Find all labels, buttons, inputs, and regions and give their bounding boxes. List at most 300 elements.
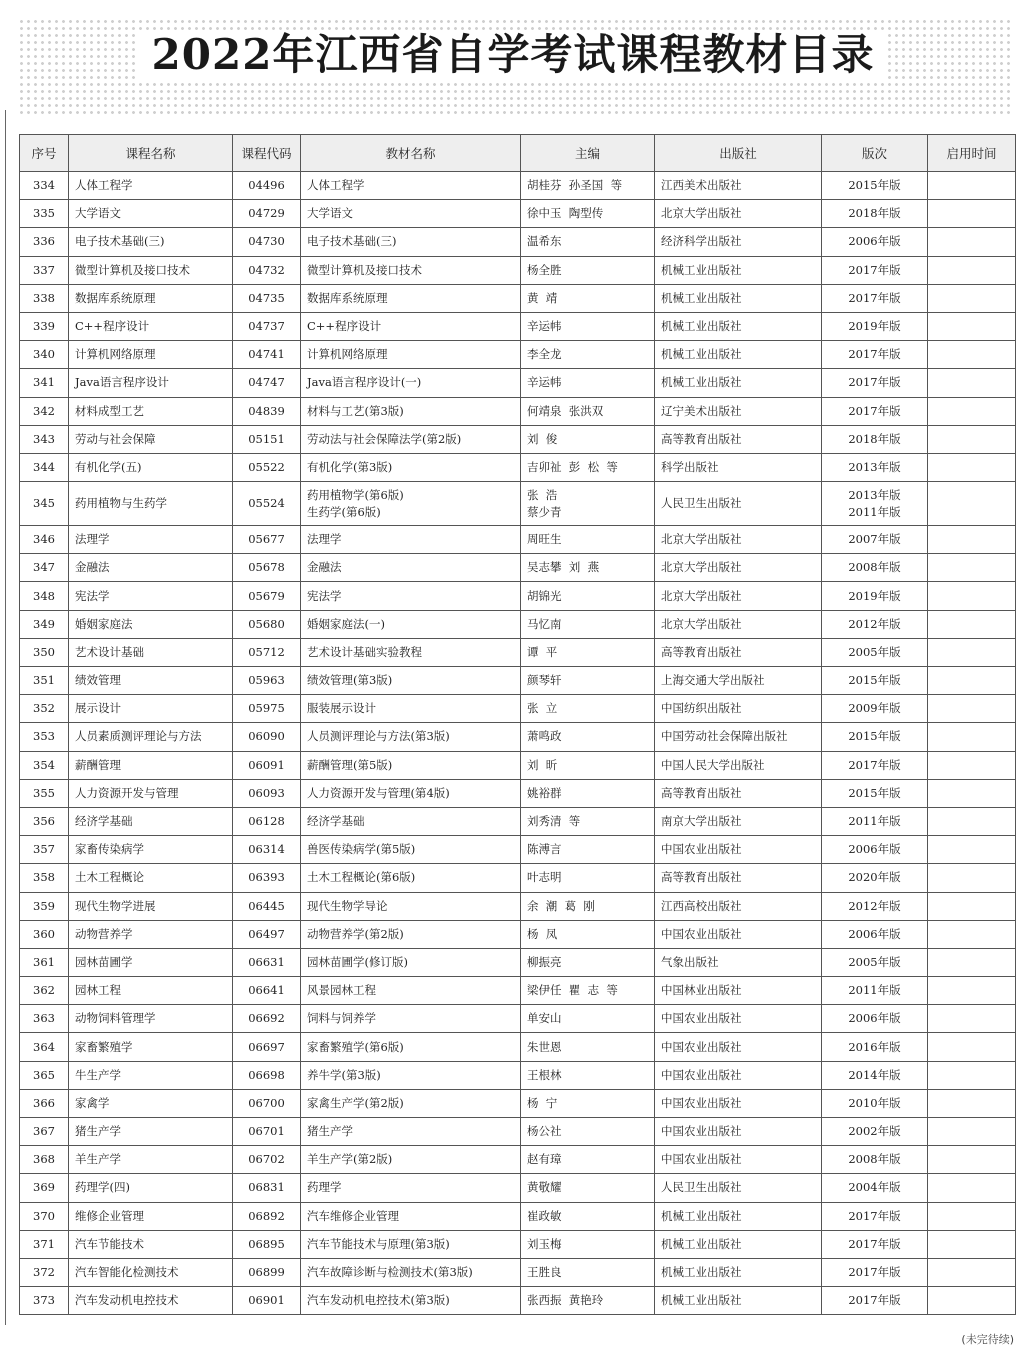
table-row [20, 1258, 1016, 1286]
cell-publisher [655, 1061, 822, 1089]
cell-start-time [928, 453, 1016, 481]
cell-index [20, 1174, 69, 1202]
cell-course-name [69, 1287, 233, 1315]
cell-course-name-line: 牛生产学 [75, 1067, 121, 1082]
cell-editor-line: 胡锦光 [527, 588, 562, 603]
cell-edition [822, 667, 928, 695]
cell-start-time [928, 695, 1016, 723]
cell-course-code [233, 1230, 301, 1258]
cell-index [20, 425, 69, 453]
cell-start-time [928, 751, 1016, 779]
cell-index-line: 355 [33, 785, 55, 800]
cell-publisher-line: 中国农业出版社 [661, 842, 742, 857]
table-row [20, 369, 1016, 397]
cell-textbook-name-line: 兽医传染病学(第5版) [307, 842, 416, 857]
cell-textbook-name [301, 723, 521, 751]
cell-publisher [655, 1089, 822, 1117]
cell-course-code-line: 05524 [248, 496, 285, 511]
cell-course-code [233, 228, 301, 256]
cell-editor [521, 751, 655, 779]
cell-editor [521, 1258, 655, 1286]
cell-course-name-line: 艺术设计基础 [75, 644, 144, 659]
cell-publisher-line: 机械工业出版社 [661, 1293, 742, 1308]
cell-textbook-name-line: 劳动法与社会保障法学(第2版) [307, 431, 462, 446]
cell-editor [521, 1089, 655, 1117]
table-row [20, 554, 1016, 582]
cell-textbook-name-line: 药理学 [307, 1180, 342, 1195]
cell-edition [822, 695, 928, 723]
cell-course-name-line: 家禽学 [75, 1095, 110, 1110]
cell-publisher [655, 1230, 822, 1258]
cell-index-line: 368 [33, 1152, 55, 1167]
cell-index-line: 336 [33, 234, 55, 249]
cell-index [20, 482, 69, 526]
cell-course-code [233, 779, 301, 807]
cell-editor [521, 1174, 655, 1202]
cell-textbook-name-line: 药用植物学(第6版) [307, 487, 404, 502]
table-row [20, 1089, 1016, 1117]
cell-start-time [928, 836, 1016, 864]
cell-textbook-name-line: Java语言程序设计(一) [307, 375, 422, 390]
cell-edition-line: 2019年版 [848, 319, 901, 334]
cell-publisher [655, 582, 822, 610]
cell-course-name [69, 1005, 233, 1033]
cell-index-line: 340 [33, 347, 55, 362]
cell-editor-line: 辛运帏 [527, 319, 562, 334]
table-row [20, 695, 1016, 723]
cell-edition-line: 2011年版 [848, 814, 901, 829]
cell-index [20, 1202, 69, 1230]
cell-course-name [69, 695, 233, 723]
cell-course-code [233, 920, 301, 948]
cell-course-code-line: 06831 [248, 1180, 285, 1195]
cell-course-name [69, 1118, 233, 1146]
cell-course-name [69, 610, 233, 638]
cell-editor [521, 312, 655, 340]
cell-course-name [69, 1174, 233, 1202]
cell-publisher [655, 1005, 822, 1033]
cell-textbook-name [301, 1287, 521, 1315]
cell-start-time [928, 892, 1016, 920]
cell-publisher-line: 中国农业出版社 [661, 1067, 742, 1082]
cell-index-line: 361 [33, 954, 55, 969]
cell-index-line: 356 [33, 814, 55, 829]
table-row [20, 1033, 1016, 1061]
cell-course-name-line: 金融法 [75, 560, 110, 575]
cell-editor [521, 1005, 655, 1033]
cell-editor-line: 李全龙 [527, 347, 562, 362]
header-publisher: 出版社 [655, 135, 822, 172]
cell-index [20, 948, 69, 976]
cell-course-name-line: 法理学 [75, 532, 110, 547]
cell-textbook-name [301, 397, 521, 425]
cell-index-line: 338 [33, 290, 55, 305]
cell-publisher [655, 948, 822, 976]
cell-course-code [233, 312, 301, 340]
cell-publisher-line: 机械工业出版社 [661, 375, 742, 390]
cell-index [20, 1061, 69, 1089]
cell-publisher-line: 北京大学出版社 [661, 560, 742, 575]
cell-index-line: 337 [33, 262, 55, 277]
cell-textbook-name [301, 610, 521, 638]
cell-textbook-name [301, 920, 521, 948]
cell-course-name-line: 动物饲料管理学 [75, 1011, 156, 1026]
cell-index-line: 367 [33, 1124, 55, 1139]
cell-course-code [233, 1174, 301, 1202]
cell-textbook-name-line: 家畜繁殖学(第6版) [307, 1039, 404, 1054]
cell-editor-line: 陈溥言 [527, 842, 562, 857]
header-start-time: 启用时间 [928, 135, 1016, 172]
cell-textbook-name [301, 1118, 521, 1146]
cell-publisher [655, 1258, 822, 1286]
cell-index-line: 339 [33, 319, 55, 334]
cell-publisher [655, 453, 822, 481]
cell-index-line: 350 [33, 644, 55, 659]
cell-textbook-name-line: 宪法学 [307, 588, 342, 603]
cell-publisher [655, 1174, 822, 1202]
header-course-code: 课程代码 [233, 135, 301, 172]
cell-textbook-name-line: 电子技术基础(三) [307, 234, 397, 249]
cell-textbook-name [301, 1258, 521, 1286]
cell-edition-line: 2017年版 [848, 1236, 901, 1251]
cell-editor [521, 977, 655, 1005]
cell-publisher-line: 机械工业出版社 [661, 262, 742, 277]
cell-editor [521, 200, 655, 228]
table-row [20, 453, 1016, 481]
cell-course-code-line: 04747 [248, 375, 285, 390]
cell-textbook-name [301, 582, 521, 610]
cell-publisher [655, 554, 822, 582]
cell-course-code-line: 06314 [248, 842, 285, 857]
cell-edition [822, 1118, 928, 1146]
cell-index-line: 358 [33, 870, 55, 885]
page-title-text: 2022年江西省自学考试课程教材目录 [138, 30, 889, 79]
cell-index [20, 554, 69, 582]
cell-course-name [69, 864, 233, 892]
cell-course-code [233, 1287, 301, 1315]
cell-edition [822, 582, 928, 610]
cell-start-time [928, 1005, 1016, 1033]
cell-editor [521, 341, 655, 369]
cell-edition-line: 2006年版 [848, 926, 901, 941]
cell-start-time [928, 1230, 1016, 1258]
cell-course-code-line: 05151 [248, 431, 285, 446]
cell-course-code [233, 695, 301, 723]
cell-edition-line: 2011年版 [848, 504, 901, 519]
cell-index [20, 1033, 69, 1061]
cell-edition-line: 2015年版 [848, 178, 901, 193]
cell-publisher-line: 机械工业出版社 [661, 1208, 742, 1223]
cell-textbook-name [301, 836, 521, 864]
cell-course-code [233, 892, 301, 920]
cell-textbook-name-line: 现代生物学导论 [307, 898, 388, 913]
cell-edition [822, 172, 928, 200]
cell-publisher-line: 中国纺织出版社 [661, 701, 742, 716]
cell-course-name [69, 482, 233, 526]
cell-editor-line: 杨 宁 [527, 1095, 558, 1110]
cell-index-line: 342 [33, 403, 55, 418]
cell-publisher [655, 807, 822, 835]
cell-editor-line: 张 浩 [527, 487, 558, 502]
cell-course-name [69, 312, 233, 340]
cell-course-name-line: 维修企业管理 [75, 1208, 144, 1223]
cell-textbook-name [301, 638, 521, 666]
cell-editor [521, 638, 655, 666]
cell-editor [521, 1146, 655, 1174]
cell-publisher-line: 高等教育出版社 [661, 431, 742, 446]
cell-index-line: 362 [33, 983, 55, 998]
cell-edition-line: 2009年版 [848, 701, 901, 716]
cell-editor-line: 谭 平 [527, 644, 558, 659]
cell-index [20, 1005, 69, 1033]
cell-course-code-line: 04839 [248, 403, 285, 418]
cell-edition [822, 723, 928, 751]
cell-course-name [69, 1230, 233, 1258]
cell-textbook-name [301, 1202, 521, 1230]
cell-editor [521, 228, 655, 256]
cell-editor [521, 369, 655, 397]
cell-edition [822, 1174, 928, 1202]
cell-start-time [928, 723, 1016, 751]
cell-course-name [69, 369, 233, 397]
cell-course-name-line: 园林工程 [75, 983, 121, 998]
cell-textbook-name [301, 779, 521, 807]
cell-course-code-line: 05677 [248, 532, 285, 547]
cell-publisher-line: 中国林业出版社 [661, 983, 742, 998]
table-row [20, 610, 1016, 638]
cell-publisher-line: 科学出版社 [661, 459, 719, 474]
continued-note: (未完待续) [961, 1333, 1014, 1346]
cell-editor-line: 何靖泉 张洪双 [527, 403, 604, 418]
cell-index-line: 344 [33, 459, 55, 474]
cell-publisher [655, 1033, 822, 1061]
cell-course-code-line: 06895 [248, 1236, 285, 1251]
cell-edition-line: 2002年版 [848, 1124, 901, 1139]
cell-textbook-name-line: 数据库系统原理 [307, 290, 388, 305]
cell-textbook-name-line: 金融法 [307, 560, 342, 575]
cell-start-time [928, 582, 1016, 610]
cell-publisher [655, 1146, 822, 1174]
cell-publisher [655, 256, 822, 284]
cell-editor-line: 周旺生 [527, 532, 562, 547]
cell-course-name-line: 家畜繁殖学 [75, 1039, 133, 1054]
cell-publisher-line: 机械工业出版社 [661, 347, 742, 362]
cell-publisher-line: 机械工业出版社 [661, 290, 742, 305]
table-row [20, 723, 1016, 751]
cell-edition-line: 2006年版 [848, 842, 901, 857]
cell-index-line: 347 [33, 560, 55, 575]
cell-publisher [655, 779, 822, 807]
cell-course-name [69, 1061, 233, 1089]
cell-textbook-name [301, 453, 521, 481]
cell-edition-line: 2018年版 [848, 431, 901, 446]
cell-editor-line: 张 立 [527, 701, 558, 716]
cell-editor [521, 1230, 655, 1258]
cell-start-time [928, 864, 1016, 892]
cell-publisher-line: 江西美术出版社 [661, 178, 742, 193]
cell-editor-line: 马忆南 [527, 616, 562, 631]
cell-publisher [655, 228, 822, 256]
cell-editor-line: 刘玉梅 [527, 1236, 562, 1251]
cell-textbook-name [301, 284, 521, 312]
cell-course-name-line: 猪生产学 [75, 1124, 121, 1139]
cell-course-name [69, 948, 233, 976]
cell-course-code-line: 06631 [248, 954, 285, 969]
cell-textbook-name [301, 1005, 521, 1033]
cell-course-name [69, 554, 233, 582]
cell-course-code-line: 04730 [248, 234, 285, 249]
cell-course-code-line: 05963 [248, 673, 285, 688]
cell-course-code-line: 05522 [248, 459, 285, 474]
cell-publisher-line: 机械工业出版社 [661, 1265, 742, 1280]
cell-edition [822, 200, 928, 228]
cell-index-line: 372 [33, 1265, 55, 1280]
cell-editor-line: 杨 凤 [527, 926, 558, 941]
cell-course-name-line: 人员素质测评理论与方法 [75, 729, 202, 744]
cell-edition [822, 807, 928, 835]
cell-edition-line: 2017年版 [848, 262, 901, 277]
table-row [20, 228, 1016, 256]
cell-textbook-name [301, 554, 521, 582]
cell-course-name [69, 228, 233, 256]
cell-publisher [655, 341, 822, 369]
table-row [20, 864, 1016, 892]
cell-textbook-name [301, 695, 521, 723]
cell-course-name-line: 电子技术基础(三) [75, 234, 165, 249]
cell-course-code [233, 1089, 301, 1117]
cell-editor-line: 颜琴轩 [527, 673, 562, 688]
cell-course-code-line: 04735 [248, 290, 285, 305]
cell-start-time [928, 1089, 1016, 1117]
cell-editor [521, 1033, 655, 1061]
cell-textbook-name [301, 864, 521, 892]
cell-index [20, 807, 69, 835]
cell-editor-line: 朱世恩 [527, 1039, 562, 1054]
cell-edition [822, 341, 928, 369]
cell-edition [822, 779, 928, 807]
cell-textbook-name [301, 948, 521, 976]
cell-textbook-name [301, 1174, 521, 1202]
cell-index-line: 348 [33, 588, 55, 603]
cell-publisher [655, 836, 822, 864]
cell-editor [521, 610, 655, 638]
cell-editor-line: 黄 靖 [527, 290, 558, 305]
cell-course-name-line: 园林苗圃学 [75, 954, 133, 969]
cell-index-line: 369 [33, 1180, 55, 1195]
cell-start-time [928, 369, 1016, 397]
table-row [20, 1174, 1016, 1202]
cell-course-name [69, 1202, 233, 1230]
table-row [20, 341, 1016, 369]
cell-publisher-line: 机械工业出版社 [661, 1236, 742, 1251]
cell-start-time [928, 228, 1016, 256]
cell-edition-line: 2016年版 [848, 1039, 901, 1054]
cell-course-code-line: 04496 [248, 178, 285, 193]
cell-course-name-line: 汽车发动机电控技术 [75, 1293, 179, 1308]
cell-index [20, 200, 69, 228]
cell-index-line: 359 [33, 898, 55, 913]
cell-start-time [928, 1202, 1016, 1230]
cell-edition [822, 1089, 928, 1117]
cell-course-name [69, 172, 233, 200]
cell-index-line: 352 [33, 701, 55, 716]
cell-editor [521, 172, 655, 200]
cell-course-name [69, 1258, 233, 1286]
cell-editor-line: 刘 俊 [527, 431, 558, 446]
cell-edition [822, 751, 928, 779]
cell-publisher-line: 机械工业出版社 [661, 319, 742, 334]
cell-course-name-line: 大学语文 [75, 206, 121, 221]
cell-editor-line: 吴志攀 刘 燕 [527, 560, 600, 575]
cell-textbook-name-line: 生药学(第6版) [307, 504, 381, 519]
cell-publisher-line: 中国农业出版社 [661, 926, 742, 941]
cell-editor-line: 张西振 黄艳玲 [527, 1293, 604, 1308]
cell-editor-line: 吉卯祉 彭 松 等 [527, 459, 618, 474]
cell-editor-line: 温希东 [527, 234, 562, 249]
cell-publisher [655, 751, 822, 779]
cell-course-code [233, 807, 301, 835]
header-editor: 主编 [521, 135, 655, 172]
table-row [20, 836, 1016, 864]
cell-publisher-line: 北京大学出版社 [661, 532, 742, 547]
cell-index-line: 335 [33, 206, 55, 221]
cell-index [20, 1118, 69, 1146]
cell-publisher-line: 上海交通大学出版社 [661, 673, 765, 688]
cell-publisher [655, 1118, 822, 1146]
cell-course-code-line: 06128 [248, 814, 285, 829]
cell-course-code-line: 05679 [248, 588, 285, 603]
cell-start-time [928, 1174, 1016, 1202]
cell-edition [822, 836, 928, 864]
cell-publisher [655, 723, 822, 751]
cell-editor [521, 554, 655, 582]
cell-textbook-name [301, 1230, 521, 1258]
cell-edition [822, 948, 928, 976]
cell-edition [822, 1033, 928, 1061]
cell-publisher-line: 人民卫生出版社 [661, 1180, 742, 1195]
cell-editor [521, 284, 655, 312]
cell-course-name-line: 羊生产学 [75, 1152, 121, 1167]
header-edition: 版次 [822, 135, 928, 172]
cell-course-code [233, 526, 301, 554]
table-row [20, 284, 1016, 312]
cell-edition-line: 2008年版 [848, 1152, 901, 1167]
cell-course-code [233, 667, 301, 695]
cell-textbook-name-line: 薪酬管理(第5版) [307, 757, 393, 772]
cell-start-time [928, 779, 1016, 807]
cell-editor-line: 余 潮 葛 刚 [527, 898, 595, 913]
table-row [20, 779, 1016, 807]
cell-publisher-line: 中国农业出版社 [661, 1124, 742, 1139]
table-row [20, 172, 1016, 200]
cell-textbook-name-line: 人体工程学 [307, 178, 365, 193]
cell-publisher [655, 369, 822, 397]
cell-editor [521, 482, 655, 526]
cell-start-time [928, 977, 1016, 1005]
cell-edition-line: 2011年版 [848, 983, 901, 998]
cell-index-line: 334 [33, 178, 55, 193]
cell-course-name-line: 汽车智能化检测技术 [75, 1265, 179, 1280]
cell-course-name [69, 892, 233, 920]
cell-course-name-line: 汽车节能技术 [75, 1236, 144, 1251]
cell-editor-line: 崔政敏 [527, 1208, 562, 1223]
cell-edition-line: 2013年版 [848, 487, 901, 502]
cell-editor [521, 453, 655, 481]
cell-start-time [928, 638, 1016, 666]
cell-editor-line: 蔡少青 [527, 504, 562, 519]
cell-editor [521, 695, 655, 723]
cell-course-code-line: 06692 [248, 1011, 285, 1026]
